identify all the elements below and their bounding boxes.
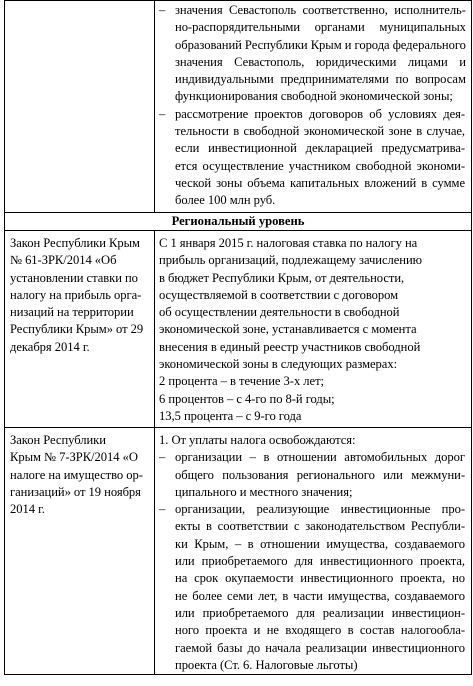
row4-bullets — [159, 449, 465, 674]
text-line: Республики Крым» от 29 — [10, 322, 144, 337]
row3-description — [155, 231, 471, 425]
text-line: проекта (Ст. 6. Налоговые льготы) — [175, 657, 358, 672]
text-line: установлении ставки по — [10, 270, 138, 285]
text-line: налогу на прибыль орга- — [10, 287, 142, 302]
text-line: 13,5 процента – с 9-го года — [159, 408, 302, 423]
text-line: но-распорядительными органами муниципальных — [175, 20, 466, 35]
row1-right-cell — [155, 1, 472, 213]
text-line: более 100 млн руб. — [175, 193, 276, 208]
bullet-item — [159, 449, 465, 501]
text-line: ного проекта и не входящего в состав налогообла- — [175, 623, 465, 638]
text-line: организации, реализующие инвестиционные про- — [175, 502, 465, 517]
bullet-dash: – — [159, 502, 166, 517]
bullet-dash: – — [159, 106, 166, 121]
text-line: екты в соответствии с законодательством Республи- — [175, 519, 465, 534]
document-table — [4, 0, 472, 675]
text-line: 6 процентов – с 4-го по 8-й годы; — [159, 391, 335, 406]
row4-intro: 1. От уплаты налога освобождаются: — [159, 433, 356, 447]
text-line: ки Крым, – в отношении имущества, создаваемого — [175, 536, 465, 551]
row1-left-cell — [5, 1, 155, 213]
text-line: на срок окупаемости инвестиционного проекта, но — [175, 571, 465, 586]
table-row — [5, 428, 472, 675]
bullet-dash: – — [159, 3, 166, 17]
row3-law-title — [5, 231, 154, 356]
text-line: ганизаций» от 19 ноября — [10, 484, 141, 499]
text-line: Закон Республики Крым — [10, 236, 140, 250]
row4-left-cell — [5, 428, 155, 675]
text-line: функционирования свободной экономической зоны; — [175, 89, 453, 104]
row3-right-cell — [155, 231, 472, 428]
text-line: если инвестиционной декларацией предусматрива- — [175, 141, 465, 156]
table-row — [5, 1, 472, 213]
text-line: или приобретаемого для реализации инвестицион- — [175, 605, 465, 620]
text-line: осуществляемой в соответствии с договором — [159, 287, 399, 302]
text-line: образований Республики Крым и города федерального — [175, 37, 466, 52]
text-line: 2014 г. — [10, 502, 45, 517]
text-line: налоге на имущество ор- — [10, 467, 143, 482]
text-line: тельности в свободной экономической зоне в случае, — [175, 124, 465, 139]
text-line: не более семи лет, в части имущества, создаваемого — [175, 588, 465, 603]
text-line: гаемой базы до начала реализации инвестиционного — [175, 640, 465, 655]
text-line: экономической зоне, устанавливается с момента — [159, 322, 417, 337]
text-line: Крым № 7-ЗРК/2014 «О — [10, 450, 138, 465]
section-title: Региональный уровень — [5, 213, 472, 231]
bullet-text — [175, 2, 466, 106]
text-line: № 61-ЗРК/2014 «Об — [10, 253, 117, 268]
text-line: внесения в единый реестр участников свободной — [159, 339, 421, 354]
text-line: организации – в отношении автомобильных дорог — [175, 450, 465, 465]
bullet-text — [175, 106, 465, 210]
bullet-item — [159, 2, 465, 106]
text-line: экономической зоны в следующих размерах: — [159, 357, 398, 372]
bullet-item — [159, 501, 465, 674]
text-line: С 1 января 2015 г. налоговая ставка по налогу на — [159, 236, 418, 250]
text-line: ческой зоны объема капитальных вложений в сумме — [175, 175, 465, 190]
text-line: 2 процента – в течение 3-х лет; — [159, 374, 324, 389]
text-line: в бюджет Республики Крым, от деятельности, — [159, 270, 405, 285]
text-line: прибыль организаций, подлежащему зачислению — [159, 253, 423, 268]
text-line: или приобретаемого для инвестиционного проекта, — [175, 554, 465, 569]
row1-bullets — [155, 1, 471, 210]
text-line: об осуществлении деятельности в свободной — [159, 305, 400, 320]
text-line: рассмотрение проектов договоров об условиях дея- — [175, 106, 465, 121]
bullet-text — [175, 449, 465, 501]
text-line: значения Севастополь, юридическими лицами и — [175, 54, 466, 69]
text-line: ципального и местного значения; — [175, 484, 353, 499]
row3-left-cell — [5, 231, 155, 428]
text-line: значения Севастополь соответственно, исполнитель- — [175, 3, 466, 17]
bullet-text — [175, 501, 465, 674]
table-row — [5, 231, 472, 428]
row4-right-cell — [155, 428, 472, 675]
text-line: ется осуществление участником свободной экономи- — [175, 158, 465, 173]
text-line: Закон Республики — [10, 433, 106, 447]
text-line: индивидуальными предпринимателями по вопросам — [175, 72, 466, 87]
section-row — [5, 213, 472, 231]
bullet-item — [159, 106, 465, 210]
text-line: общего пользования регионального или межмуни- — [175, 467, 465, 482]
text-line: декабря 2014 г. — [10, 339, 90, 354]
row4-description — [155, 428, 471, 674]
row4-law-title — [5, 428, 154, 518]
bullet-dash: – — [159, 450, 166, 465]
text-line: низаций на территории — [10, 305, 134, 320]
